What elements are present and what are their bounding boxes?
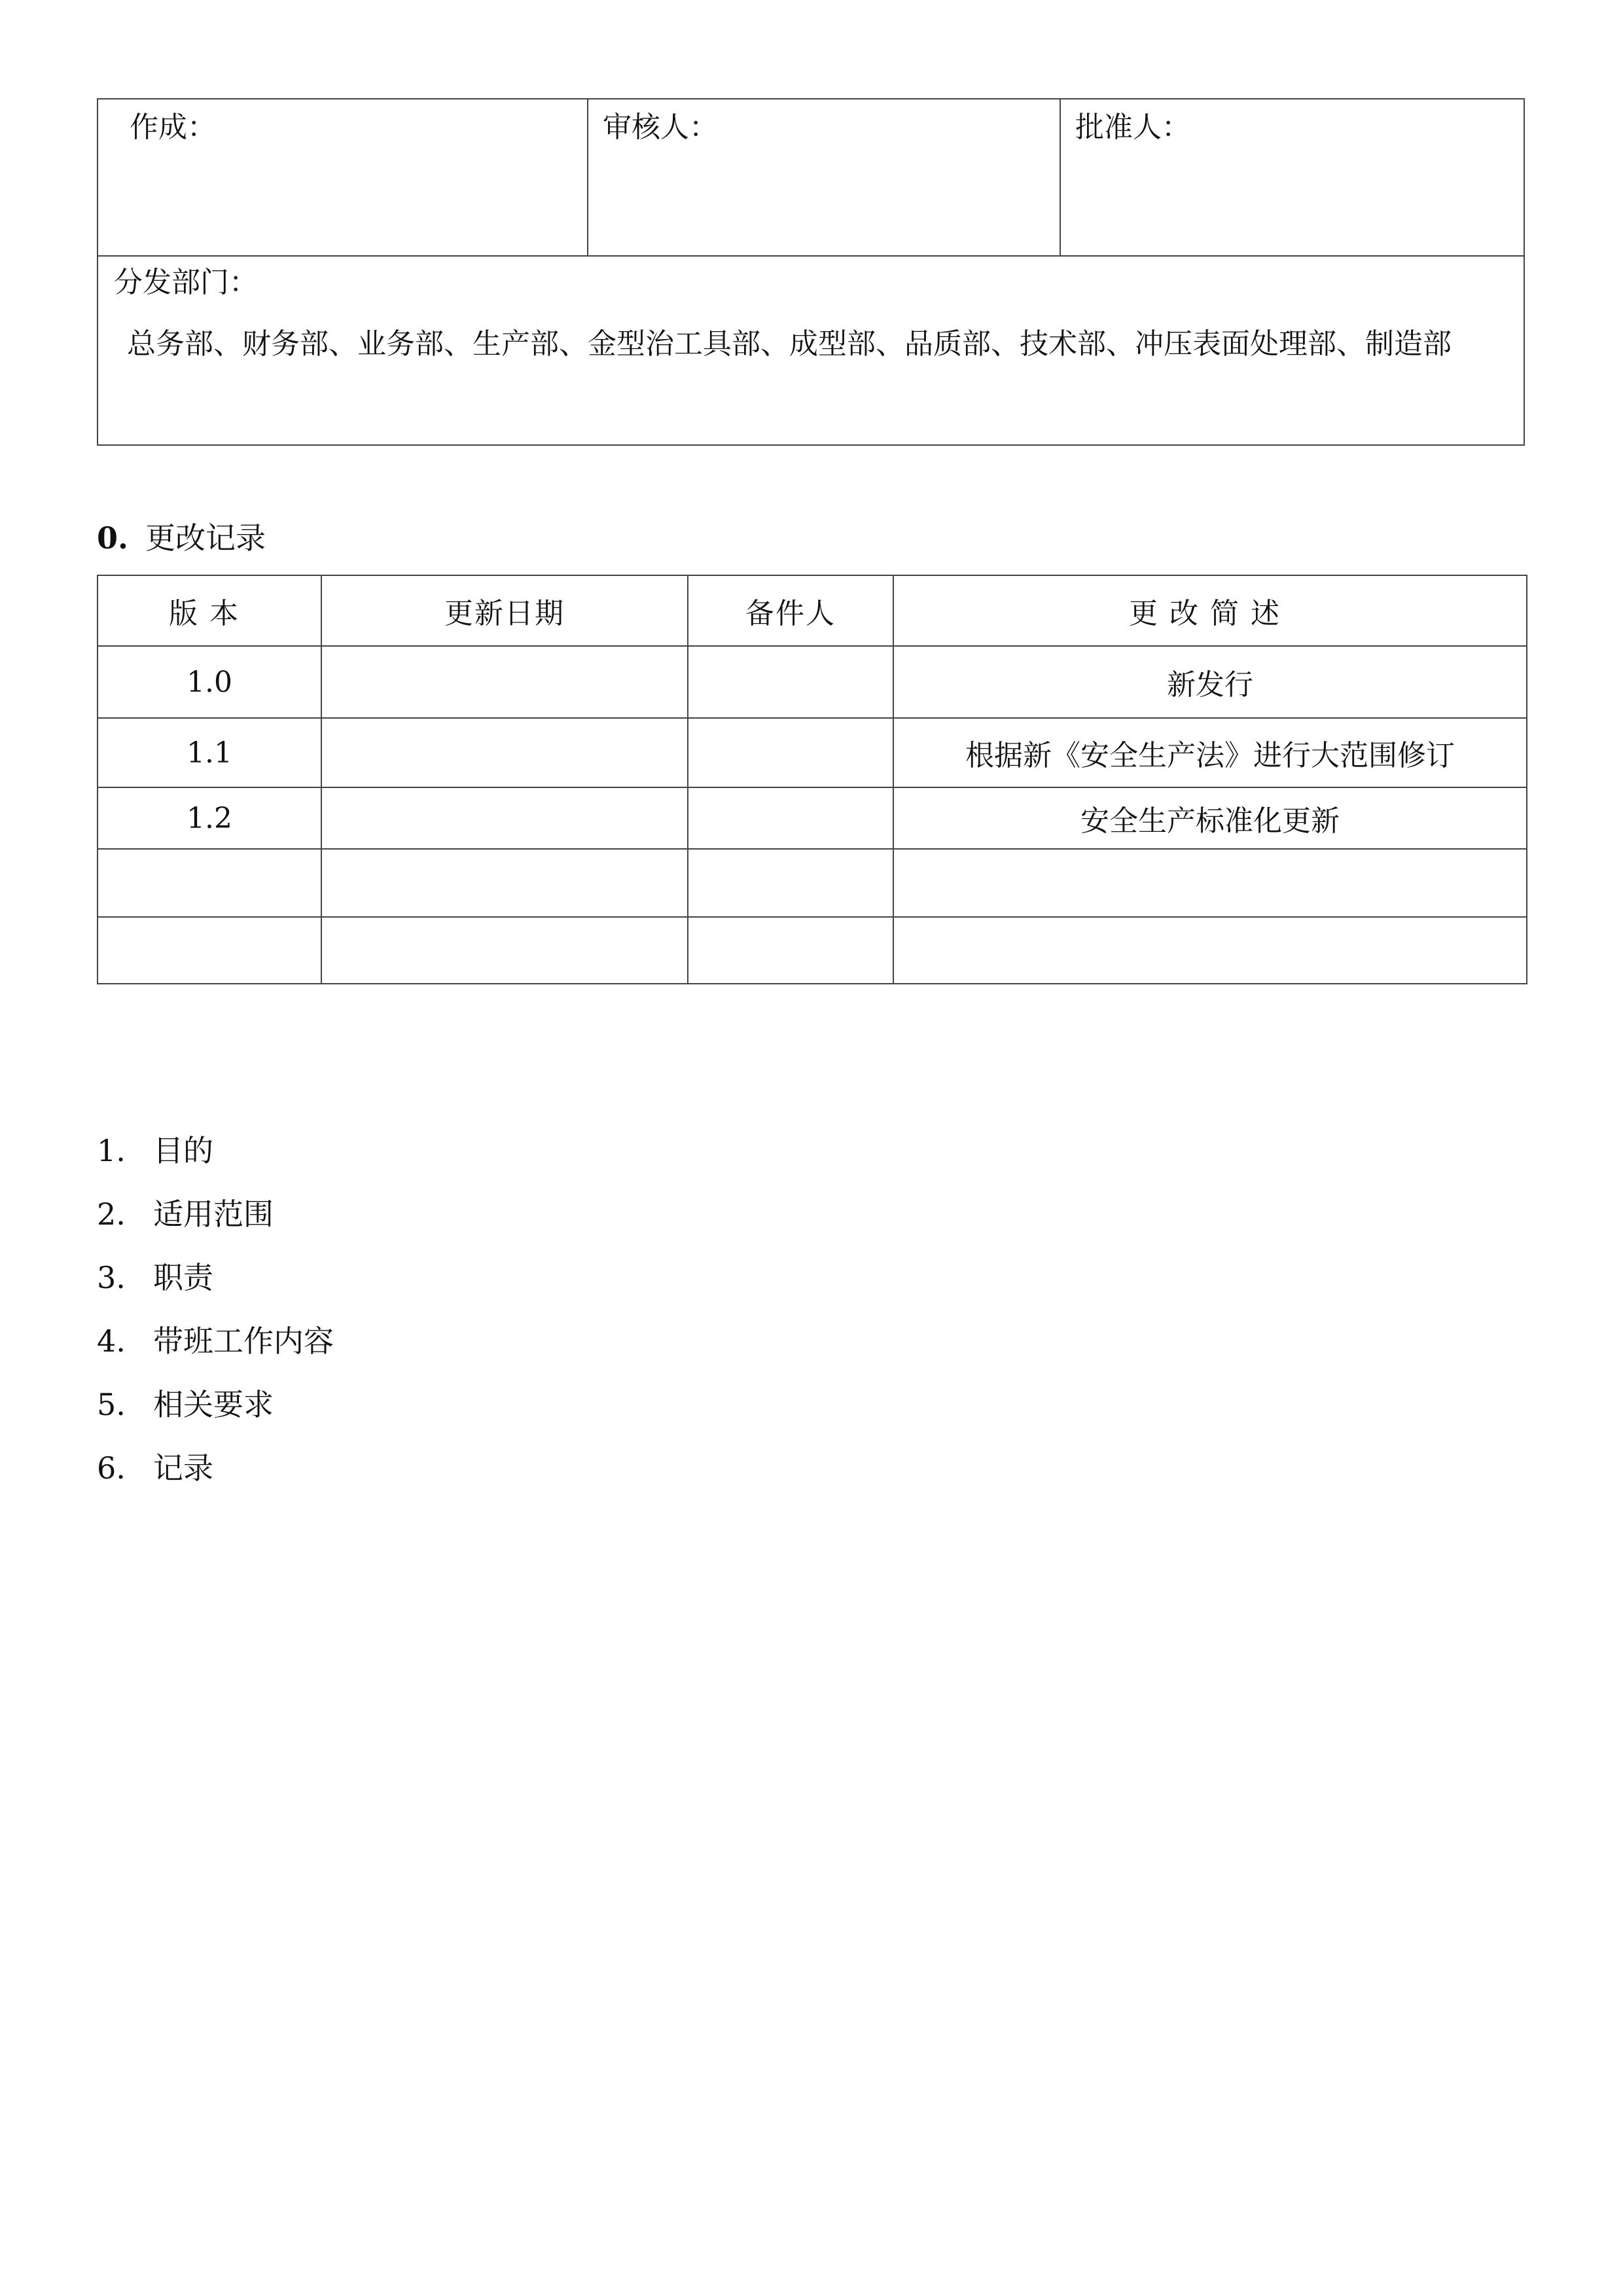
author-cell: [98, 99, 588, 256]
table-of-contents: [97, 1119, 334, 1500]
row-date: [321, 787, 688, 849]
header-version: 版本: [98, 575, 321, 646]
header-summary: 更改简述: [893, 575, 1527, 646]
approver-label: 批准人：: [1075, 111, 1190, 144]
row-person: [688, 787, 893, 849]
toc-item: [97, 1310, 334, 1373]
toc-number: 3.: [97, 1260, 126, 1295]
author-label: 作成：: [130, 111, 216, 144]
distribution-departments: 总务部、财务部、业务部、生产部、金型治工具部、成型部、品质部、技术部、冲压表面处理部、制造部: [127, 327, 1452, 361]
toc-title: 相关要求: [153, 1387, 274, 1422]
row-date: [321, 646, 688, 718]
toc-number: 2.: [97, 1196, 126, 1232]
distribution-cell: [98, 256, 1524, 445]
row-person: [688, 849, 893, 917]
change-record-title: 更改记录: [145, 520, 266, 556]
toc-number: 4.: [97, 1323, 126, 1359]
toc-title: 带班工作内容: [153, 1323, 334, 1359]
table-row: [98, 646, 1527, 718]
table-row: [98, 718, 1527, 787]
table-header-row: [98, 575, 1527, 646]
row-version: [98, 917, 321, 984]
table-row: [98, 849, 1527, 917]
row-date: [321, 917, 688, 984]
toc-item: [97, 1183, 334, 1246]
toc-number: 1.: [97, 1133, 126, 1168]
table-row: [98, 787, 1527, 849]
row-person: [688, 646, 893, 718]
change-record-heading: [97, 518, 266, 558]
signature-table: [97, 98, 1525, 446]
toc-item: [97, 1246, 334, 1310]
row-date: [321, 849, 688, 917]
table-row: [98, 917, 1527, 984]
toc-item: [97, 1119, 334, 1183]
toc-number: 6.: [97, 1450, 126, 1486]
approver-cell: [1060, 99, 1524, 256]
toc-title: 目的: [153, 1133, 213, 1168]
row-person: [688, 718, 893, 787]
distribution-label: 分发部门：: [114, 266, 258, 299]
row-person: [688, 917, 893, 984]
row-version: 1.1: [98, 718, 321, 787]
change-record-table: [97, 575, 1527, 984]
toc-title: 职责: [153, 1260, 213, 1295]
toc-number: 5.: [97, 1387, 126, 1422]
row-summary: [893, 917, 1527, 984]
change-record-number: 0.: [97, 520, 129, 556]
row-summary: 新发行: [893, 646, 1527, 718]
row-version: 1.2: [98, 787, 321, 849]
row-version: [98, 849, 321, 917]
reviewer-label: 审核人：: [603, 111, 718, 144]
row-summary: 根据新《安全生产法》进行大范围修订: [893, 718, 1527, 787]
toc-title: 记录: [153, 1450, 213, 1486]
row-summary: [893, 849, 1527, 917]
toc-item: [97, 1437, 334, 1500]
header-date: 更新日期: [321, 575, 688, 646]
reviewer-cell: [588, 99, 1060, 256]
row-summary: 安全生产标准化更新: [893, 787, 1527, 849]
row-version: 1.0: [98, 646, 321, 718]
row-date: [321, 718, 688, 787]
toc-item: [97, 1373, 334, 1437]
header-person: 备件人: [688, 575, 893, 646]
toc-title: 适用范围: [153, 1196, 274, 1232]
